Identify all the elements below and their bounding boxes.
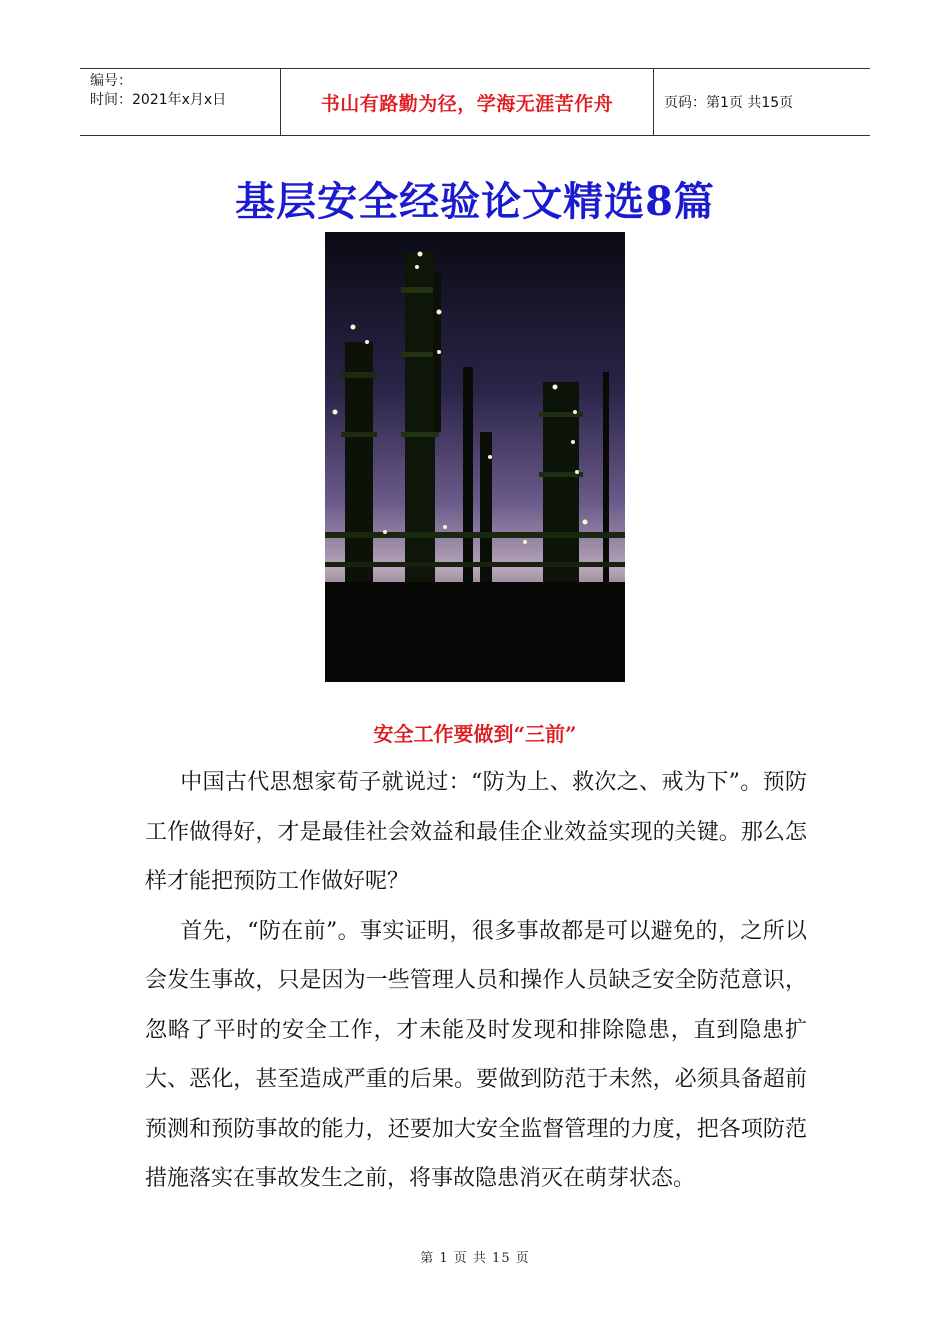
refinery-photo bbox=[325, 232, 625, 682]
paragraph-2: 首先，“防在前”。事实证明，很多事故都是可以避免的，之所以会发生事故，只是因为一些管理人员和操作人员缺乏安全防范意识，忽略了平时的安全工作，才未能及时发现和排除隐患，直到隐患扩大、恶化，甚至造成严重的后果。要做到防范于未然，必须具备超前预测和预防事故的能力，还要加大安全监督管理的力度，把各项防范措施落实在事故发生之前，将事故隐患消灭在萌芽状态。 bbox=[145, 918, 807, 1191]
page-footer: 第 1 页 共 15 页 bbox=[420, 1251, 530, 1266]
date-label: 时间：2021年x月x日 bbox=[90, 92, 227, 108]
paragraph-1: 中国古代思想家荀子就说过：“防为上、救次之、戒为下”。预防工作做得好，才是最佳社会效益和最佳企业效益实现的关键。那么怎样才能把预防工作做好呢？ bbox=[145, 770, 807, 894]
header-meta-cell bbox=[80, 69, 281, 135]
section-subtitle: 安全工作要做到“三前” bbox=[373, 722, 577, 746]
document-title: 基层安全经验论文精选8篇 bbox=[235, 178, 715, 225]
header-motto: 书山有路勤为径，学海无涯苦作舟 bbox=[281, 69, 654, 135]
body-text bbox=[145, 758, 807, 1204]
number-label: 编号： bbox=[90, 73, 132, 89]
header-table bbox=[80, 68, 870, 136]
header-page-info: 页码：第1页 共15页 bbox=[664, 95, 794, 111]
